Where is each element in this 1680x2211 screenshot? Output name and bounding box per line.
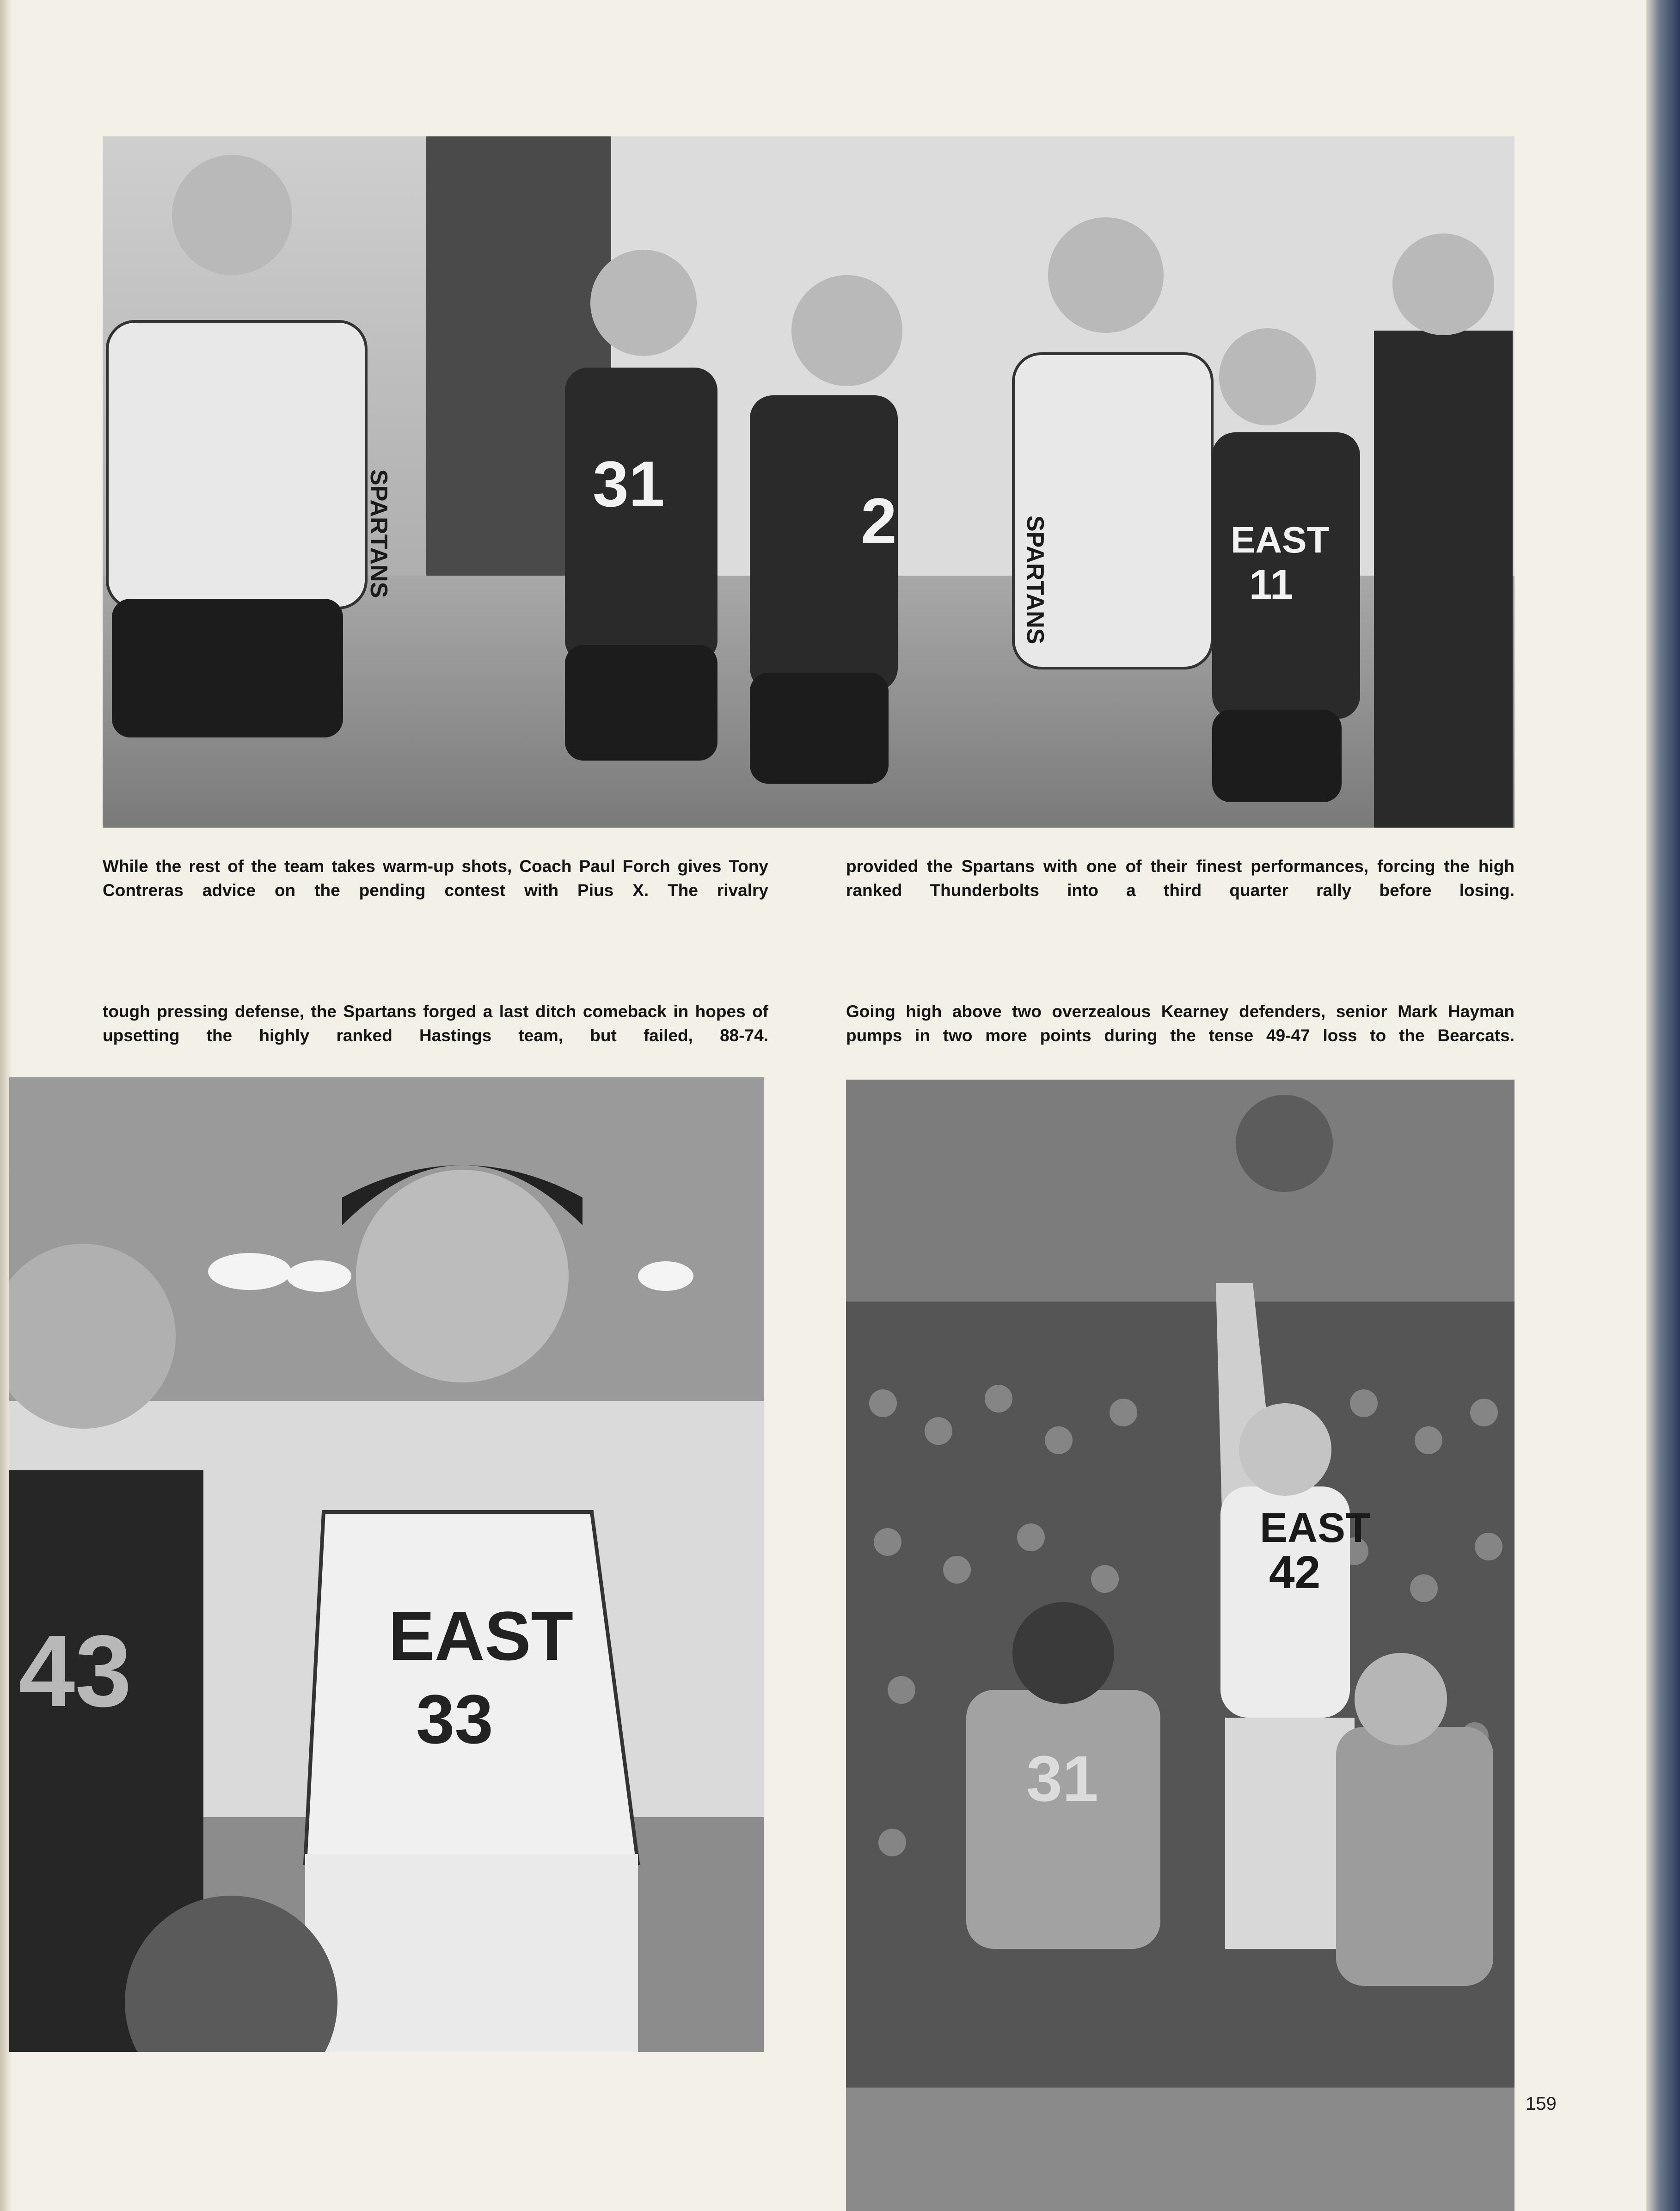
caption-warmup-left: While the rest of the team takes warm-up shots, Coach Paul Forch gives Tony Contreras advice on the pending contest with Pius X. The rivalry (103, 857, 768, 900)
photo-hastings-game (9, 1077, 764, 2052)
basketball (1236, 1095, 1333, 1192)
jersey-text-east: EAST (1260, 1505, 1371, 1551)
jersey-number-2: 2 (861, 485, 897, 557)
jersey-number-31: 31 (593, 448, 665, 520)
caption-hastings: tough pressing defense, the Spartans forged a last ditch comeback in hopes of upsetting the highly ranked Hastings team, but failed, 88-74. (103, 1002, 768, 1045)
photo-kearney-illustration (846, 1080, 1514, 2211)
jersey-text-1: SPARTANS (365, 469, 392, 598)
jersey-number-33: 33 (416, 1680, 493, 1758)
caption-kearney: Going high above two overzealous Kearney defenders, senior Mark Hayman pumps in two more points during the tense 49-47 loss to the Bearcats. (846, 1002, 1514, 1045)
jersey-text-2: SPARTANS (1022, 516, 1048, 645)
photo-hastings-illustration (9, 1077, 764, 2052)
photo-warmup-illustration (103, 136, 1514, 828)
jersey-text-east: EAST (388, 1597, 574, 1675)
jersey-number-42: 42 (1269, 1547, 1321, 1598)
page-edge (1646, 0, 1680, 2211)
photo-kearney-game (846, 1080, 1514, 2211)
caption-warmup-right: provided the Spartans with one of their finest performances, forcing the high ranked Thunderbolts into a third quarter rally before losing. (846, 857, 1514, 900)
jersey-number-31: 31 (1026, 1742, 1098, 1815)
jersey-text-east: EAST (1231, 519, 1330, 560)
jersey-number-11: 11 (1249, 562, 1294, 608)
page-number: 159 (1526, 2094, 1557, 2114)
photo-warmup-shots (103, 136, 1514, 828)
jersey-number-43: 43 (18, 1614, 132, 1728)
